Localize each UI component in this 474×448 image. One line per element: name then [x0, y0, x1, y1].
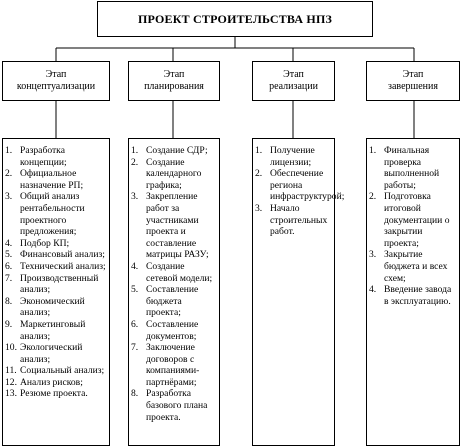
task-item [5, 296, 107, 319]
stage-box-conceptualization [2, 61, 110, 101]
task-item [5, 365, 107, 377]
task-number: 2. [369, 191, 377, 203]
task-number: 11. [5, 365, 17, 377]
task-number: 1. [131, 145, 139, 156]
task-text: Производственный анализ; [20, 272, 99, 296]
task-text: Экологический анализ; [20, 342, 83, 365]
task-list-box-implementation [252, 138, 345, 446]
task-number: 4. [5, 237, 13, 249]
task-text: Создание календарного графика; [146, 156, 202, 191]
task-item [131, 191, 217, 261]
stage-label-line: планирования [144, 81, 204, 92]
task-list-box-planning [128, 138, 220, 446]
task-text: Резюме проекта. [20, 388, 88, 400]
stage-label-line: завершения [388, 81, 438, 92]
task-number: 4. [131, 260, 139, 272]
task-text: Получение лицензии; [270, 145, 315, 168]
task-text: Составление бюджета проекта; [146, 284, 199, 319]
task-text: Социальный анализ; [20, 365, 105, 377]
task-text: Общий анализ рентабельности проектного предложения; [20, 191, 85, 238]
task-number: 6. [5, 260, 13, 272]
task-number: 2. [255, 168, 263, 180]
task-list-box-completion [366, 138, 460, 446]
task-number: 8. [5, 295, 13, 307]
task-text: Закрытие бюджета и всех схем; [384, 249, 448, 284]
task-text: Введение завода в эксплуатацию. [384, 284, 452, 307]
task-item [131, 388, 217, 423]
task-item [5, 342, 107, 365]
task-number: 8. [131, 388, 139, 400]
task-text: Финансовый анализ; [20, 249, 105, 261]
task-number: 9. [5, 318, 13, 330]
stage-label-line: Этап [402, 69, 424, 80]
task-text: Подбор КП; [20, 237, 70, 249]
task-number: 1. [369, 145, 377, 156]
task-item [5, 249, 107, 261]
task-text: Маркетинговый анализ; [20, 318, 86, 342]
task-number: 3. [131, 191, 139, 203]
task-number: 7. [5, 272, 13, 284]
task-text: Закрепление работ за участниками проекта и составление матрицы РАЗУ; [146, 191, 209, 261]
stage-box-completion [366, 61, 460, 101]
task-text: Разработка базового плана проекта. [146, 388, 208, 423]
task-item [255, 168, 345, 203]
stage-label-line: концептуализации [16, 81, 96, 92]
diagram-title-box [97, 1, 373, 37]
task-item [5, 238, 107, 250]
task-text: Начало строительных работ. [270, 202, 328, 238]
task-text: Разработка концепции; [20, 145, 67, 168]
task-item [369, 284, 457, 307]
stage-box-implementation [252, 61, 335, 101]
task-item [5, 377, 107, 389]
task-text: Технический анализ; [20, 260, 106, 272]
task-number: 2. [131, 156, 139, 168]
task-item [369, 145, 457, 191]
task-text: Официальное назначение РП; [20, 168, 84, 191]
task-item [131, 261, 217, 284]
task-list [5, 145, 107, 400]
task-item [369, 249, 457, 284]
task-number: 2. [5, 168, 13, 180]
task-text: Создание сетевой модели; [146, 260, 213, 284]
task-item [5, 191, 107, 237]
task-text: Составление документов; [146, 318, 199, 342]
task-item [5, 319, 107, 342]
task-text: Экономический анализ; [20, 295, 85, 319]
task-number: 13. [5, 388, 17, 400]
task-text: Финальная проверка выполненной работы; [384, 145, 440, 191]
task-item [255, 203, 332, 238]
task-list [255, 145, 345, 238]
task-item [5, 273, 107, 296]
task-number: 3. [255, 202, 263, 214]
task-list [131, 145, 217, 423]
task-text: Создание СДР; [146, 145, 208, 156]
task-item [5, 261, 107, 273]
task-item [131, 145, 217, 157]
task-text: Анализ рисков; [20, 376, 83, 388]
task-list-box-conceptualization [2, 138, 110, 446]
stage-box-planning [128, 61, 220, 101]
task-item [131, 342, 217, 388]
task-number: 1. [5, 145, 13, 156]
task-item [5, 145, 107, 168]
task-item [131, 284, 217, 319]
task-item [131, 157, 217, 192]
task-item [131, 319, 217, 342]
task-text: Обеспечение региона инфраструктурой; [270, 168, 345, 203]
stage-label-line: Этап [45, 69, 67, 80]
task-number: 6. [131, 318, 139, 330]
task-number: 7. [131, 342, 139, 354]
stage-label-line: реализации [269, 81, 318, 92]
task-number: 5. [5, 249, 13, 261]
task-text: Заключение договоров с компаниями-партнёрами; [146, 342, 200, 388]
task-list [369, 145, 457, 307]
task-item [369, 191, 457, 249]
task-number: 5. [131, 284, 139, 296]
task-number: 3. [369, 249, 377, 261]
task-number: 10. [5, 342, 17, 354]
task-number: 3. [5, 191, 13, 203]
task-text: Подготовка итоговой документации о закрытии проекта; [384, 191, 450, 249]
stage-label-line: Этап [283, 69, 304, 80]
stage-label-line: Этап [163, 69, 185, 80]
diagram-title: ПРОЕКТ СТРОИТЕЛЬСТВА НПЗ [137, 11, 333, 26]
task-number: 12. [5, 376, 17, 388]
task-item [255, 145, 332, 168]
task-number: 4. [369, 284, 377, 296]
task-item [5, 388, 107, 400]
task-item [5, 168, 107, 191]
task-number: 1. [255, 145, 263, 156]
